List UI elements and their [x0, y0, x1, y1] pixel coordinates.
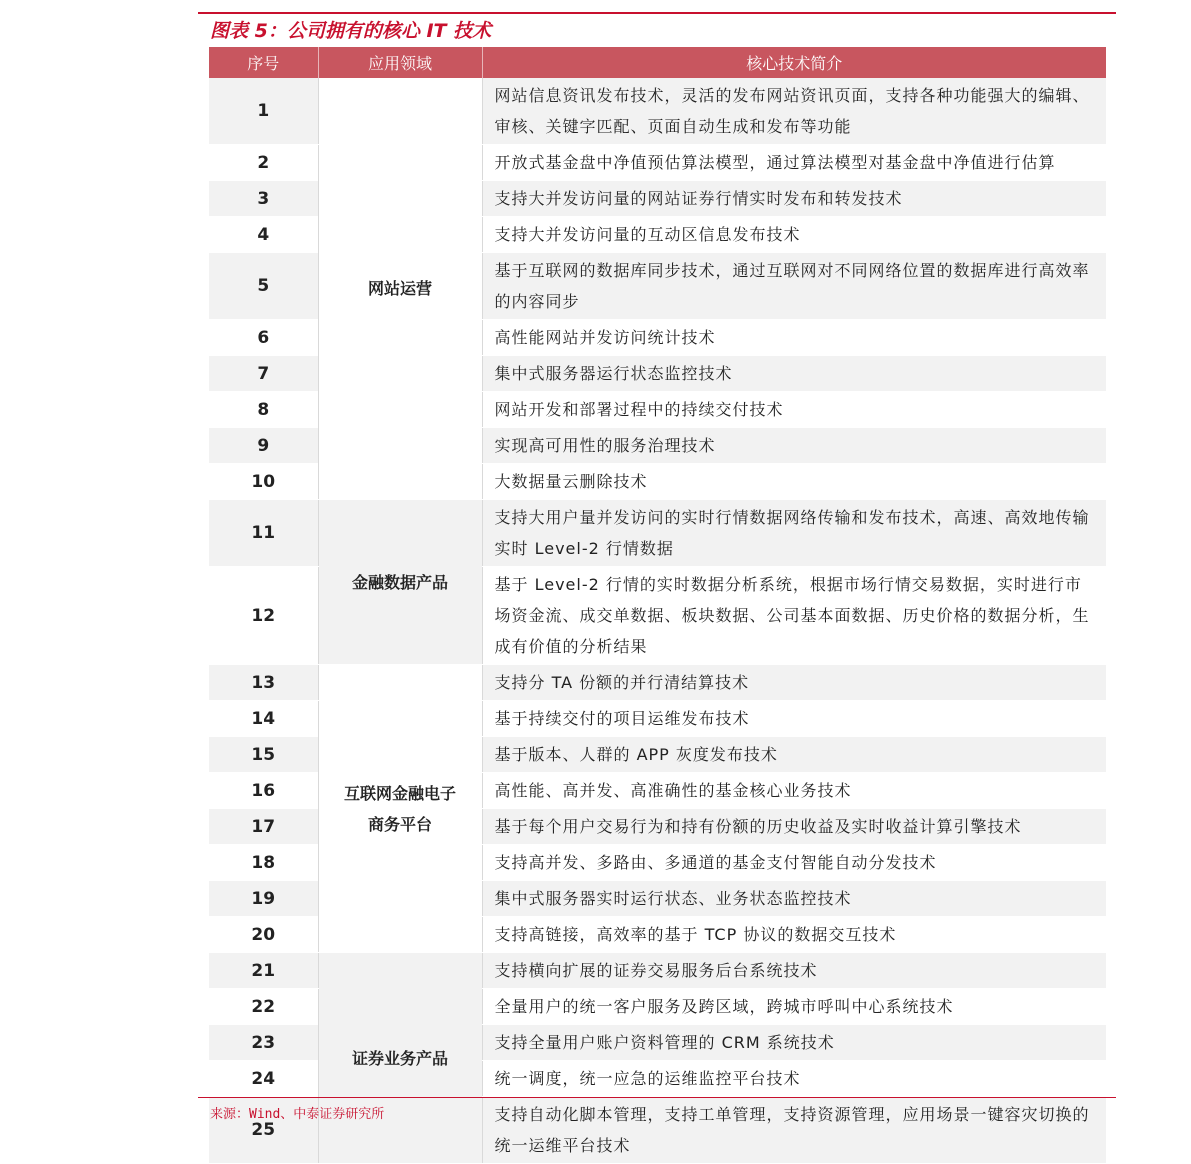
tech-description: 实现高可用性的服务治理技术 [482, 428, 1106, 464]
row-index: 6 [209, 320, 318, 356]
tech-description: 支持大并发访问量的互动区信息发布技术 [482, 217, 1106, 253]
tech-description: 网站信息资讯发布技术，灵活的发布网站资讯页面，支持各种功能强大的编辑、审核、关键字匹配、页面自动生成和发布等功能 [482, 78, 1106, 145]
tech-description: 支持横向扩展的证券交易服务后台系统技术 [482, 953, 1106, 989]
top-rule [198, 12, 1116, 14]
row-index: 1 [209, 78, 318, 145]
row-index: 13 [209, 665, 318, 701]
tech-description: 高性能、高并发、高准确性的基金核心业务技术 [482, 773, 1106, 809]
tech-description: 网站开发和部署过程中的持续交付技术 [482, 392, 1106, 428]
domain-cell: 证券业务产品 [318, 953, 482, 1164]
row-index: 12 [209, 567, 318, 665]
table-header-row [209, 47, 1106, 78]
table-row [209, 78, 1106, 145]
tech-description: 基于互联网的数据库同步技术，通过互联网对不同网络位置的数据库进行高效率的内容同步 [482, 253, 1106, 320]
row-index: 9 [209, 428, 318, 464]
row-index: 21 [209, 953, 318, 989]
row-index: 25 [209, 1097, 318, 1164]
tech-description: 支持高并发、多路由、多通道的基金支付智能自动分发技术 [482, 845, 1106, 881]
table-row [209, 500, 1106, 567]
tech-description: 大数据量云删除技术 [482, 464, 1106, 500]
row-index: 4 [209, 217, 318, 253]
row-index: 10 [209, 464, 318, 500]
core-tech-table [209, 47, 1106, 1164]
source-note: 来源：Wind、中泰证券研究所 [210, 1107, 385, 1122]
row-index: 14 [209, 701, 318, 737]
row-index: 8 [209, 392, 318, 428]
header-domain: 应用领域 [318, 47, 482, 78]
row-index: 24 [209, 1061, 318, 1097]
header-description: 核心技术简介 [482, 47, 1106, 78]
table-row [209, 953, 1106, 989]
table-body [209, 78, 1106, 1164]
tech-description: 支持分 TA 份额的并行清结算技术 [482, 665, 1106, 701]
tech-description: 统一调度，统一应急的运维监控平台技术 [482, 1061, 1106, 1097]
tech-description: 集中式服务器运行状态监控技术 [482, 356, 1106, 392]
table-row [209, 665, 1106, 701]
row-index: 22 [209, 989, 318, 1025]
bottom-rule [198, 1097, 1116, 1098]
row-index: 16 [209, 773, 318, 809]
tech-description: 开放式基金盘中净值预估算法模型，通过算法模型对基金盘中净值进行估算 [482, 145, 1106, 181]
row-index: 23 [209, 1025, 318, 1061]
tech-description: 基于 Level-2 行情的实时数据分析系统，根据市场行情交易数据，实时进行市场资金流、成交单数据、板块数据、公司基本面数据、历史价格的数据分析，生成有价值的分析结果 [482, 567, 1106, 665]
row-index: 18 [209, 845, 318, 881]
row-index: 17 [209, 809, 318, 845]
tech-description: 支持大并发访问量的网站证券行情实时发布和转发技术 [482, 181, 1106, 217]
tech-description: 全量用户的统一客户服务及跨区域，跨城市呼叫中心系统技术 [482, 989, 1106, 1025]
tech-description: 支持自动化脚本管理，支持工单管理，支持资源管理，应用场景一键容灾切换的统一运维平台技术 [482, 1097, 1106, 1164]
tech-description: 基于持续交付的项目运维发布技术 [482, 701, 1106, 737]
domain-cell: 互联网金融电子商务平台 [318, 665, 482, 953]
row-index: 15 [209, 737, 318, 773]
tech-description: 集中式服务器实时运行状态、业务状态监控技术 [482, 881, 1106, 917]
domain-cell: 金融数据产品 [318, 500, 482, 665]
row-index: 2 [209, 145, 318, 181]
tech-description: 支持大用户量并发访问的实时行情数据网络传输和发布技术，高速、高效地传输实时 Level-2 行情数据 [482, 500, 1106, 567]
tech-description: 高性能网站并发访问统计技术 [482, 320, 1106, 356]
row-index: 11 [209, 500, 318, 567]
tech-description: 基于每个用户交易行为和持有份额的历史收益及实时收益计算引擎技术 [482, 809, 1106, 845]
domain-cell: 网站运营 [318, 78, 482, 500]
row-index: 3 [209, 181, 318, 217]
row-index: 20 [209, 917, 318, 953]
row-index: 19 [209, 881, 318, 917]
tech-description: 支持全量用户账户资料管理的 CRM 系统技术 [482, 1025, 1106, 1061]
row-index: 5 [209, 253, 318, 320]
tech-description: 基于版本、人群的 APP 灰度发布技术 [482, 737, 1106, 773]
row-index: 7 [209, 356, 318, 392]
figure-title: 图表 5：公司拥有的核心 IT 技术 [210, 20, 492, 42]
tech-description: 支持高链接，高效率的基于 TCP 协议的数据交互技术 [482, 917, 1106, 953]
header-index: 序号 [209, 47, 318, 78]
